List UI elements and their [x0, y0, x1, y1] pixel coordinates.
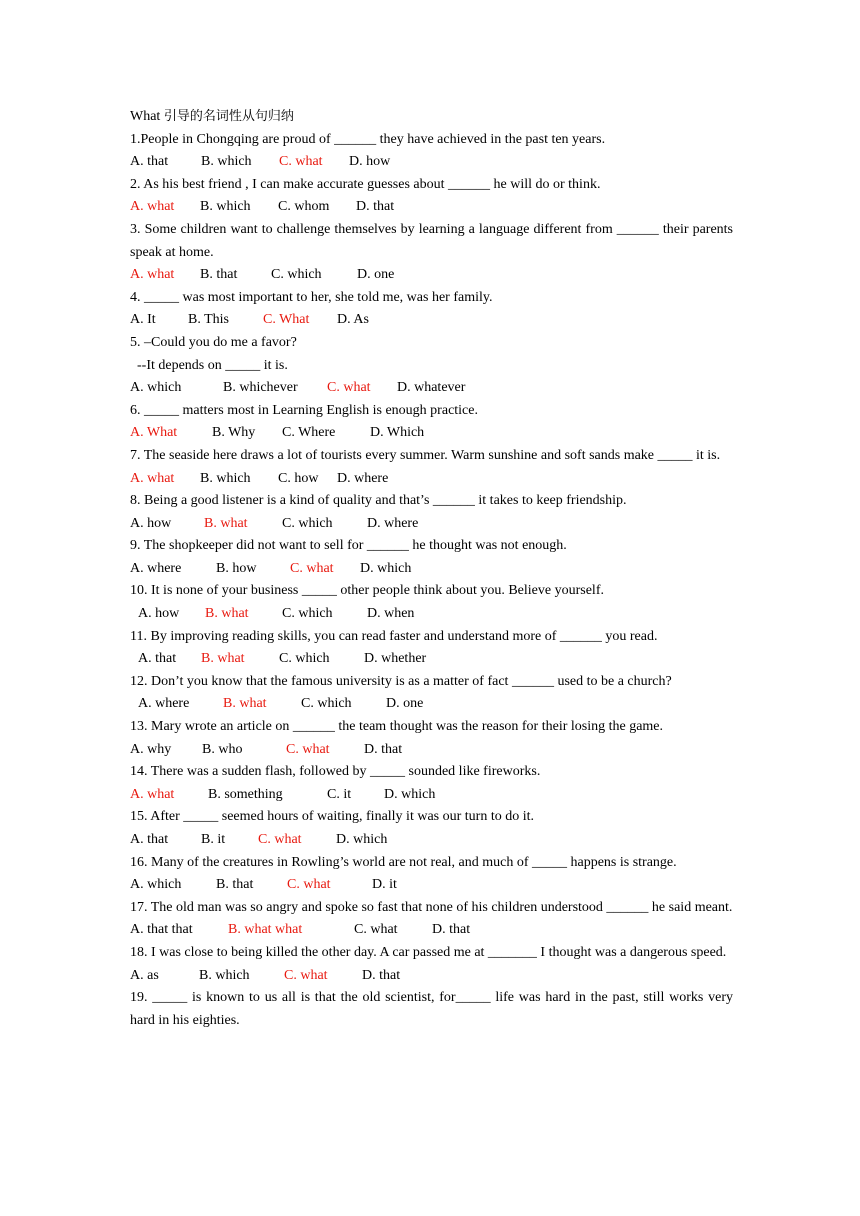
option: A. that — [130, 832, 169, 847]
title-cn: 引导的名词性从句归纳 — [163, 109, 294, 124]
question-item — [130, 897, 733, 942]
option: A. why — [130, 741, 172, 757]
option: D. how — [349, 154, 391, 170]
option: B. which — [200, 199, 251, 215]
option: B. which — [200, 470, 251, 486]
option: D. it — [372, 877, 397, 893]
option: D. one — [386, 696, 424, 712]
option: B. it — [201, 832, 226, 847]
page-title — [130, 106, 733, 129]
question-stem: 15. After _____ seemed hours of waiting, finally it was our turn to do it. — [130, 809, 534, 825]
question-stem: 16. Many of the creatures in Rowling’s world are not real, and much of _____ happens is strange. — [130, 854, 677, 870]
option-answer: A. what — [130, 470, 175, 486]
question-item — [130, 987, 733, 1032]
options-row — [130, 965, 733, 988]
option: B. that — [216, 877, 254, 893]
question-stem: 14. There was a sudden flash, followed by _____ sounded like fireworks. — [130, 764, 541, 780]
option: A. how — [130, 515, 172, 531]
question-item — [130, 806, 733, 851]
question-stem: 13. Mary wrote an article on ______ the team thought was the reason for their losing the game. — [130, 719, 664, 735]
question-stem: 7. The seaside here draws a lot of tourists every summer. Warm sunshine and soft sands make _____ it is. — [130, 447, 721, 463]
option: B. Why — [212, 425, 256, 441]
question-list — [130, 129, 733, 1033]
options-row — [130, 468, 733, 491]
option: D. whatever — [397, 380, 466, 396]
option: C. which — [279, 651, 330, 667]
option: B. whichever — [223, 380, 298, 396]
option: B. something — [208, 786, 283, 802]
title-en: What — [130, 109, 164, 124]
option-answer: B. what what — [228, 922, 303, 938]
option-answer: A. What — [130, 425, 178, 441]
options-row — [130, 377, 733, 400]
option: A. as — [130, 967, 159, 983]
options-row — [130, 648, 733, 671]
question-item — [130, 671, 733, 716]
options-row — [130, 151, 733, 174]
option: B. This — [188, 312, 229, 328]
options-row — [130, 422, 733, 445]
question-item — [130, 761, 733, 806]
option: A. that — [130, 154, 169, 170]
question-item — [130, 129, 733, 174]
option: D. one — [357, 267, 395, 283]
options-row — [130, 603, 733, 626]
question-stem: 11. By improving reading skills, you can read faster and understand more of ______ you read. — [130, 628, 658, 644]
option: A. how — [138, 606, 180, 622]
option: A. where — [130, 560, 182, 576]
question-stem: 9. The shopkeeper did not want to sell for ______ he thought was not enough. — [130, 538, 567, 554]
option: C. which — [282, 515, 333, 531]
question-item — [130, 942, 733, 987]
options-row — [130, 784, 733, 807]
options-row — [130, 919, 733, 942]
document-body — [130, 106, 733, 1032]
option: A. It — [130, 312, 156, 328]
question-item — [130, 332, 733, 400]
question-stem: 17. The old man was so angry and spoke so fast that none of his children understood ______ he said meant. — [130, 899, 733, 915]
question-item — [130, 580, 733, 625]
option: C. which — [301, 696, 352, 712]
question-item — [130, 219, 733, 287]
option-answer: B. what — [204, 515, 248, 531]
option: D. that — [362, 967, 401, 983]
option: B. which — [201, 154, 252, 170]
option: C. which — [271, 267, 322, 283]
options-row — [130, 874, 733, 897]
option: D. where — [367, 515, 419, 531]
question-stem: 2. As his best friend , I can make accurate guesses about ______ he will do or think. — [130, 176, 601, 192]
question-stem: 1.People in Chongqing are proud of ______ they have achieved in the past ten years. — [130, 131, 606, 147]
option: D. As — [337, 312, 369, 328]
question-item — [130, 445, 733, 490]
option-answer: C. what — [290, 560, 334, 576]
question-stem: 12. Don’t you know that the famous university is as a matter of fact ______ used to be a church? — [130, 673, 672, 689]
option: D. which — [360, 560, 412, 576]
option-answer: A. what — [130, 786, 175, 802]
option-answer: A. what — [130, 199, 175, 215]
option-answer: C. what — [279, 154, 323, 170]
options-row — [130, 264, 733, 287]
option: C. whom — [278, 199, 330, 215]
option: D. that — [432, 922, 471, 938]
options-row — [130, 558, 733, 581]
option: A. where — [138, 696, 190, 712]
option: B. who — [202, 741, 243, 757]
options-row — [130, 309, 733, 332]
option: D. where — [337, 470, 389, 486]
option: C. Where — [282, 425, 336, 441]
question-stem: 18. I was close to being killed the other day. A car passed me at _______ I thought was a dangerous speed. — [130, 944, 727, 960]
option-answer: B. what — [201, 651, 245, 667]
option: B. that — [200, 267, 238, 283]
option: D. which — [336, 832, 388, 847]
question-item — [130, 287, 733, 332]
question-stem: 3. Some children want to challenge themselves by learning a language different from ______ their parents speak at home. — [130, 221, 733, 260]
question-stem: 19. _____ is known to us all is that the old scientist, for_____ life was hard in the past, still works very hard in his eighties. — [130, 990, 733, 1028]
option: D. Which — [370, 425, 425, 441]
option-answer: B. what — [205, 606, 249, 622]
question-stem: 6. _____ matters most in Learning English is enough practice. — [130, 402, 478, 418]
question-item — [130, 174, 733, 219]
option: A. that that — [130, 922, 193, 938]
option: D. that — [364, 741, 403, 757]
question-stem: 4. _____ was most important to her, she told me, was her family. — [130, 289, 493, 305]
question-item — [130, 852, 733, 897]
option-answer: A. what — [130, 267, 175, 283]
option: D. when — [367, 606, 415, 622]
option-answer: C. what — [287, 877, 331, 893]
option: C. how — [278, 470, 319, 486]
option: C. what — [354, 922, 398, 938]
option-answer: C. what — [284, 967, 328, 983]
option: D. that — [356, 199, 395, 215]
question-item — [130, 535, 733, 580]
option-answer: C. What — [263, 312, 310, 328]
question-item — [130, 400, 733, 445]
option: A. that — [138, 651, 177, 667]
options-row — [130, 829, 733, 852]
option-answer: C. what — [258, 832, 302, 847]
question-reply: --It depends on _____ it is. — [130, 357, 288, 373]
option: C. it — [327, 786, 352, 802]
option: B. which — [199, 967, 250, 983]
option-answer: B. what — [223, 696, 267, 712]
question-item — [130, 716, 733, 761]
question-stem: 8. Being a good listener is a kind of quality and that’s ______ it takes to keep friendship. — [130, 493, 627, 509]
option: A. which — [130, 380, 182, 396]
options-row — [130, 693, 733, 716]
options-row — [130, 739, 733, 762]
option: B. how — [216, 560, 257, 576]
options-row — [130, 513, 733, 536]
question-item — [130, 626, 733, 671]
options-row — [130, 196, 733, 219]
question-stem: 5. –Could you do me a favor? — [130, 334, 297, 350]
option: C. which — [282, 606, 333, 622]
option: A. which — [130, 877, 182, 893]
question-stem: 10. It is none of your business _____ other people think about you. Believe yourself. — [130, 583, 604, 599]
option: D. which — [384, 786, 436, 802]
option-answer: C. what — [327, 380, 371, 396]
option-answer: C. what — [286, 741, 330, 757]
question-item — [130, 490, 733, 535]
option: D. whether — [364, 651, 427, 667]
